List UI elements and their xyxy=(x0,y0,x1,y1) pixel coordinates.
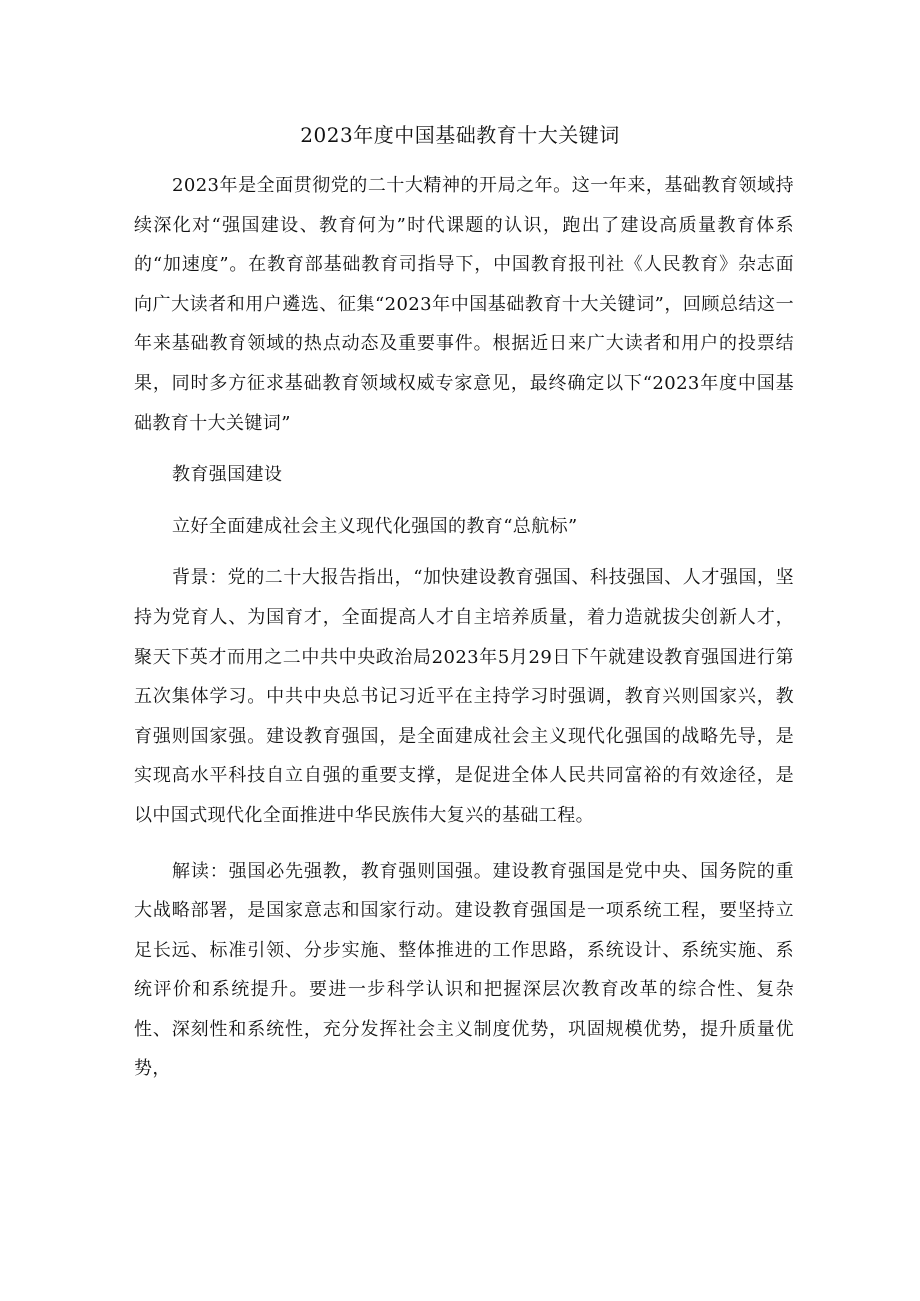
document-body xyxy=(134,166,794,1089)
interpretation-paragraph: 解读：强国必先强教，教育强则国强。建设教育强国是党中央、国务院的重大战略部署，是国家意志和国家行动。建设教育强国是一项系统工程，要坚持立足长远、标准引领、分步实施、整体推进的工作思路，系统设计、系统实施、系统评价和系统提升。要进一步科学认识和把握深层次教育改革的综合性、复杂性、深刻性和系统性，充分发挥社会主义制度优势，巩固规模优势，提升质量优势， xyxy=(134,860,794,1080)
section-heading: 教育强国建设 xyxy=(172,464,283,486)
document-title: 2023年度中国基础教育十大关键词 xyxy=(300,123,620,147)
intro-paragraph: 2023年是全面贯彻党的二十大精神的开局之年。这一年来，基础教育领域持续深化对“强国建设、教育何为”时代课题的认识，跑出了建设高质量教育体系的“加速度”。在教育部基础教育司指导下，中国教育报刊社《人民教育》杂志面向广大读者和用户遴选、征集“2023年中国基础教育十大关键词”，回顾总结这一年来基础教育领域的热点动态及重要事件。根据近日来广大读者和用户的投票结果，同时多方征求基础教育领域权威专家意见，最终确定以下“2023年度中国基础教育十大关键词” xyxy=(134,175,794,434)
background-paragraph: 背景：党的二十大报告指出，“加快建设教育强国、科技强国、人才强国，坚持为党育人、为国育才，全面提高人才自主培养质量，着力造就拔尖创新人才，聚天下英才而用之二中共中央政治局2023年5月29日下午就建设教育强国进行第五次集体学习。中共中央总书记习近平在主持学习时强调，教育兴则国家兴，教育强则国家强。建设教育强国，是全面建成社会主义现代化强国的战略先导，是实现高水平科技自立自强的重要支撑，是促进全体人民共同富裕的有效途径，是以中国式现代化全面推进中华民族伟大复兴的基础工程。 xyxy=(134,567,794,826)
section-subheading: 立好全面建成社会主义现代化强国的教育“总航标” xyxy=(172,515,578,537)
